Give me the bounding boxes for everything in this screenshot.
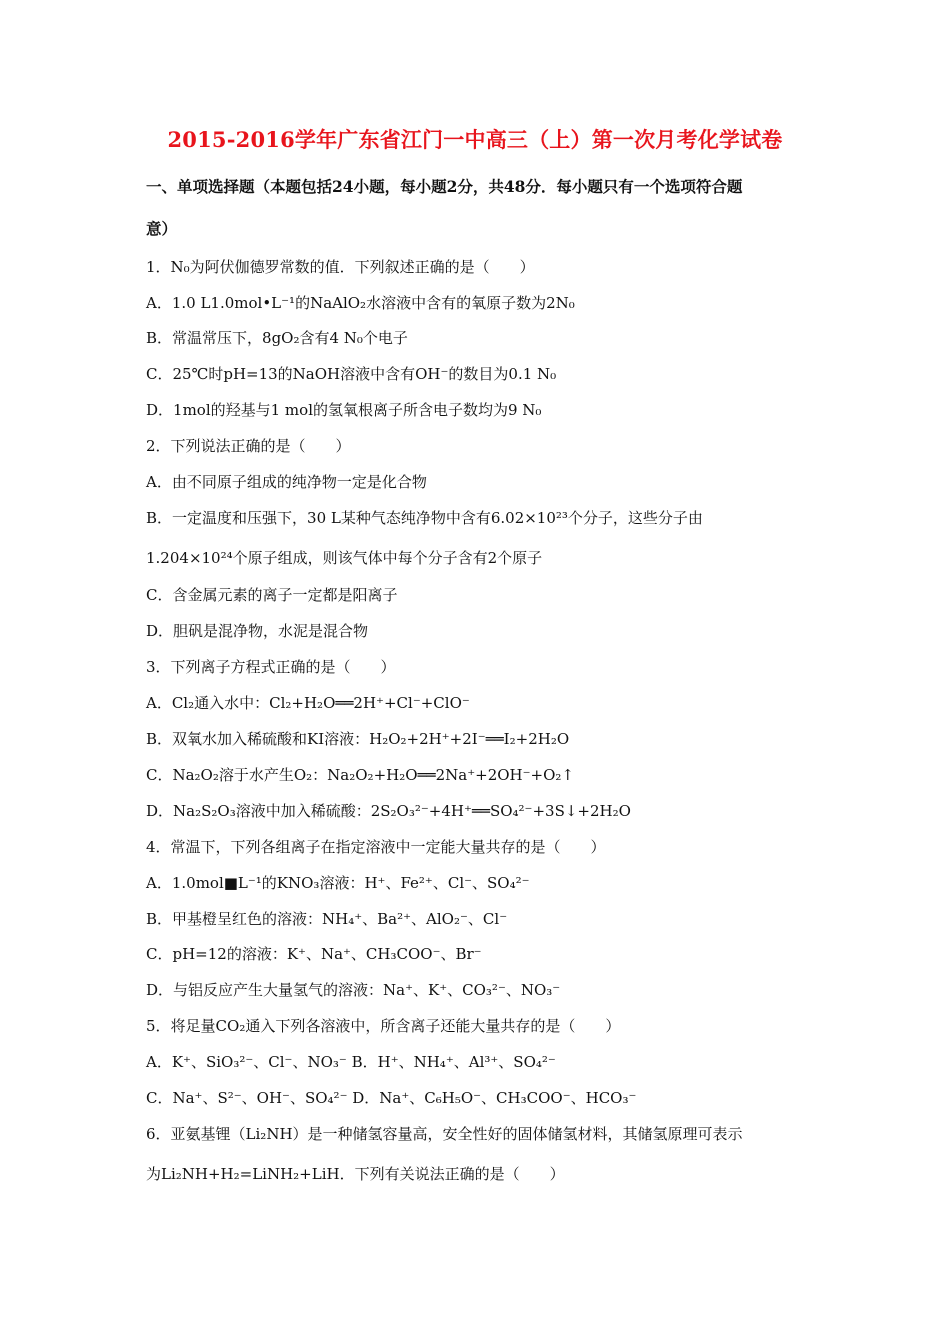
question-line: C．pH=12的溶液：K⁺、Na⁺、CH₃COO⁻、Br⁻ bbox=[146, 945, 482, 963]
question-line: 5．将足量CO₂通入下列各溶液中，所含离子还能大量共存的是（ ） bbox=[146, 1017, 621, 1035]
question-line: B．一定温度和压强下，30 L某种气态纯净物中含有6.02×10²³个分子，这些分子由 bbox=[146, 509, 703, 527]
question-line: 4．常温下，下列各组离子在指定溶液中一定能大量共存的是（ ） bbox=[146, 838, 606, 856]
question-line: B．双氧水加入稀硫酸和KI溶液：H₂O₂+2H⁺+2I⁻══I₂+2H₂O bbox=[146, 730, 570, 748]
question-line: A．1.0 L1.0mol•L⁻¹的NaAlO₂水溶液中含有的氧原子数为2N₀ bbox=[146, 294, 575, 312]
question-line: D．1mol的羟基与1 mol的氢氧根离子所含电子数均为9 N₀ bbox=[146, 401, 542, 419]
question-line: 3．下列离子方程式正确的是（ ） bbox=[146, 658, 396, 676]
section-header-line2: 意） bbox=[146, 219, 178, 238]
question-line: 6．亚氨基锂（Li₂NH）是一种储氢容量高，安全性好的固体储氢材料，其储氢原理可表示 bbox=[146, 1125, 743, 1143]
question-line: 1．N₀为阿伏伽德罗常数的值．下列叙述正确的是（ ） bbox=[146, 258, 535, 276]
question-line: 为Li₂NH+H₂=LiNH₂+LiH．下列有关说法正确的是（ ） bbox=[146, 1165, 565, 1183]
question-line: A．K⁺、SiO₃²⁻、Cl⁻、NO₃⁻ B．H⁺、NH₄⁺、Al³⁺、SO₄²⁻ bbox=[146, 1053, 556, 1071]
question-line: 2．下列说法正确的是（ ） bbox=[146, 437, 351, 455]
question-line: D．Na₂S₂O₃溶液中加入稀硫酸：2S₂O₃²⁻+4H⁺══SO₄²⁻+3S↓+2H₂O bbox=[146, 802, 631, 820]
question-line: 1.204×10²⁴个原子组成，则该气体中每个分子含有2个原子 bbox=[146, 549, 543, 567]
question-line: C．Na₂O₂溶于水产生O₂：Na₂O₂+H₂O══2Na⁺+2OH⁻+O₂↑ bbox=[146, 766, 574, 784]
question-line: A．Cl₂通入水中：Cl₂+H₂O══2H⁺+Cl⁻+ClO⁻ bbox=[146, 694, 470, 712]
question-line: C．含金属元素的离子一定都是阳离子 bbox=[146, 586, 398, 604]
exam-title: 2015-2016学年广东省江门一中高三（上）第一次月考化学试卷 bbox=[167, 127, 783, 152]
question-line: B．甲基橙呈红色的溶液：NH₄⁺、Ba²⁺、AlO₂⁻、Cl⁻ bbox=[146, 910, 508, 928]
question-line: B．常温常压下，8gO₂含有4 N₀个电子 bbox=[146, 329, 408, 347]
question-line: D．胆矾是混净物，水泥是混合物 bbox=[146, 622, 369, 640]
section-header-line1: 一、单项选择题（本题包括24小题，每小题2分，共48分．每小题只有一个选项符合题 bbox=[146, 177, 743, 196]
question-line: C．Na⁺、S²⁻、OH⁻、SO₄²⁻ D．Na⁺、C₆H₅O⁻、CH₃COO⁻、HCO₃⁻ bbox=[146, 1089, 637, 1107]
question-line: D．与铝反应产生大量氢气的溶液：Na⁺、K⁺、CO₃²⁻、NO₃⁻ bbox=[146, 981, 561, 999]
question-line: A．1.0mol■L⁻¹的KNO₃溶液：H⁺、Fe²⁺、Cl⁻、SO₄²⁻ bbox=[146, 874, 530, 892]
question-line: C．25℃时pH=13的NaOH溶液中含有OH⁻的数目为0.1 N₀ bbox=[146, 365, 557, 383]
question-line: A．由不同原子组成的纯净物一定是化合物 bbox=[146, 473, 427, 491]
